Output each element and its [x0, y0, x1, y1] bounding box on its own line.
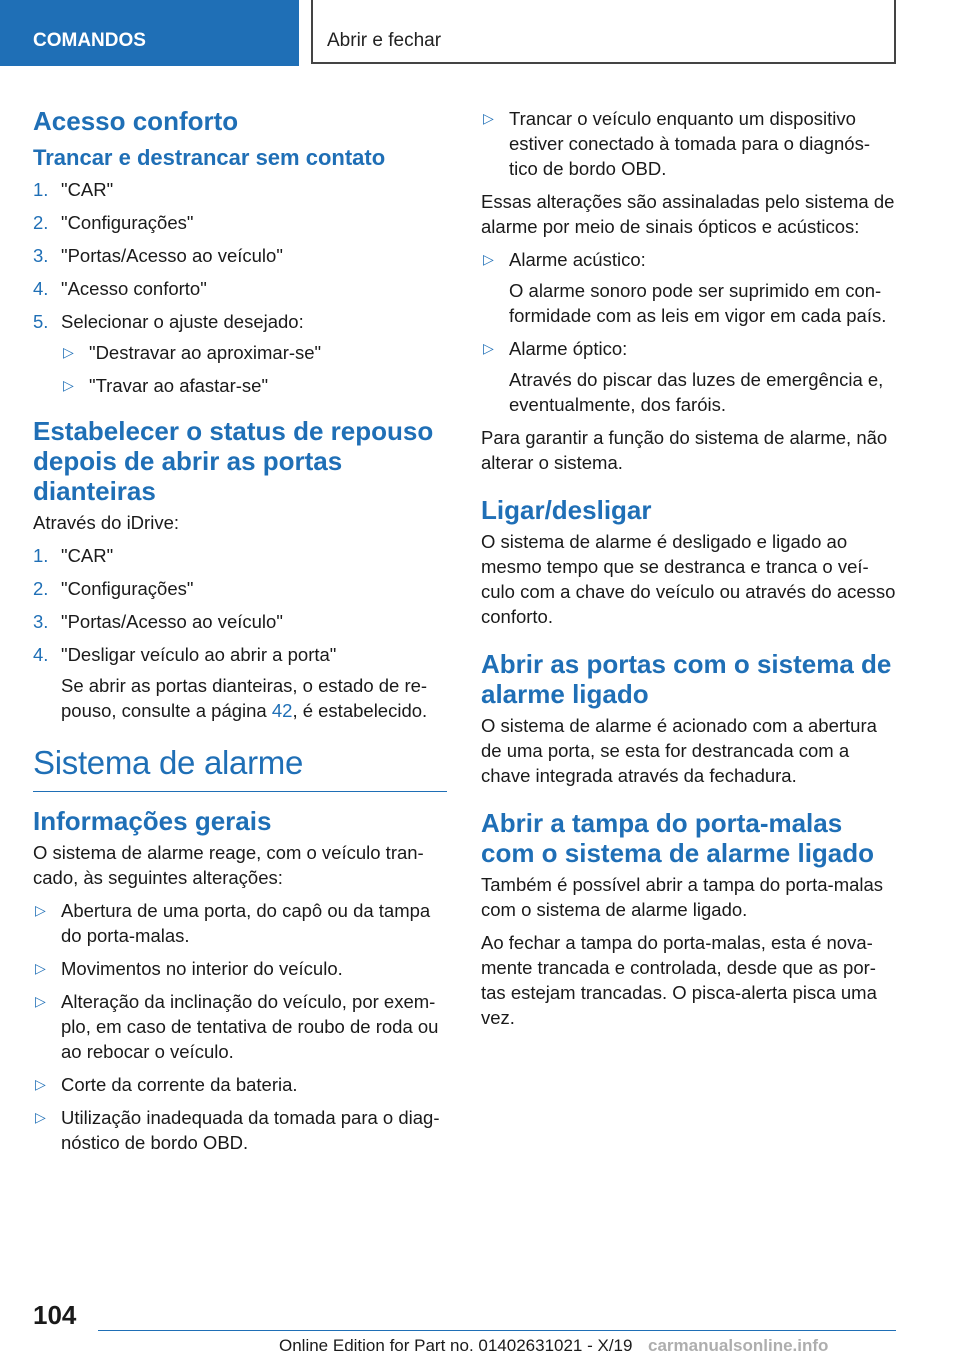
heading-trancar-destrancar: Trancar e destrancar sem contato: [33, 145, 386, 170]
signals-list: [481, 247, 896, 417]
bullet-text: Corte da corrente da bateria.: [61, 1074, 298, 1095]
step-text: Selecionar o ajuste desejado:: [61, 311, 304, 332]
list-item: [33, 177, 447, 202]
heading-abrir-portas: Abrir as portas com o sistema de alarme ligado: [481, 649, 892, 709]
step-text: "CAR": [61, 179, 114, 200]
step-text: "Desligar veículo ao abrir a porta": [61, 644, 337, 665]
bullet-text: Abertura de uma porta, do capô ou da tampa do porta-malas.: [61, 900, 431, 946]
heading-informacoes-gerais: Informações gerais: [33, 806, 272, 836]
list-item: [61, 373, 447, 398]
list-item: [33, 309, 447, 398]
list-item: [61, 340, 447, 365]
triangle-bullet-icon: ▷: [483, 251, 494, 267]
paragraph-tampa-2: Ao fechar a tampa do porta-malas, esta é nova-mente trancada e controlada, desde que as por-tas estejam trancadas. O pisca-alerta pisca uma vez.: [481, 932, 877, 1028]
triangle-bullet-icon: ▷: [483, 110, 494, 126]
triangle-bullet-icon: ▷: [483, 340, 494, 356]
triangle-bullet-icon: ▷: [63, 344, 74, 360]
bullet-text: Movimentos no interior do veículo.: [61, 958, 343, 979]
step-text: "Configurações": [61, 212, 194, 233]
alterations-list: [33, 898, 447, 1155]
heading-abrir-tampa: Abrir a tampa do porta-malas com o sistema de alarme ligado: [481, 808, 875, 868]
bullet-text: Alarme acústico:: [509, 249, 646, 270]
heading-estabelecer-repouso: Estabelecer o status de repouso depois de abrir as portas dianteiras: [33, 416, 434, 506]
step-number: 3.: [33, 611, 49, 632]
list-item: [33, 1105, 447, 1155]
bullet-text: Trancar o veículo enquanto um dispositivo estiver conectado à tomada para o diagnós-tico de bordo OBD.: [509, 108, 870, 179]
list-item: [33, 210, 447, 235]
step-number: 1.: [33, 545, 49, 566]
triangle-bullet-icon: ▷: [35, 1076, 46, 1092]
triangle-bullet-icon: ▷: [63, 377, 74, 393]
triangle-bullet-icon: ▷: [35, 993, 46, 1009]
list-item: [33, 989, 447, 1064]
step-number: 4.: [33, 644, 49, 665]
paragraph-tampa-1: Também é possível abrir a tampa do porta-malas com o sistema de alarme ligado.: [481, 874, 884, 920]
step-text: "Configurações": [61, 578, 194, 599]
list-item: [33, 642, 447, 723]
heading-acesso-conforto: Acesso conforto: [33, 106, 239, 136]
step-number: 1.: [33, 179, 49, 200]
step-note: [61, 673, 447, 723]
step-number: 2.: [33, 212, 49, 233]
right-column: [481, 106, 896, 1038]
page-number: 104: [33, 1300, 77, 1330]
option-text: "Travar ao afastar-se": [89, 375, 269, 396]
step-text: "Portas/Acesso ao veículo": [61, 245, 283, 266]
list-item: [33, 1072, 447, 1097]
chapter-tab[interactable]: COMANDOS: [0, 0, 299, 66]
list-item: [33, 609, 447, 634]
left-column: [33, 98, 447, 1163]
page-reference-link[interactable]: 42: [271, 700, 293, 721]
continued-list: [481, 106, 896, 181]
step-number: 2.: [33, 578, 49, 599]
paragraph-garantir: Para garantir a função do sistema de alarme, não alterar o sistema.: [481, 427, 888, 473]
paragraph-idrive: Através do iDrive:: [33, 512, 179, 533]
step-text: "Portas/Acesso ao veículo": [61, 611, 283, 632]
heading-sistema-alarme: Sistema de alarme: [33, 743, 447, 792]
footer-divider: [98, 1330, 896, 1331]
step-number: 5.: [33, 311, 49, 332]
bullet-text: Alarme óptico:: [509, 338, 628, 359]
list-item: [33, 576, 447, 601]
steps-list-2: [33, 543, 447, 723]
list-item: [33, 956, 447, 981]
bullet-detail: O alarme sonoro pode ser suprimido em con-formidade com as leis em vigor em cada país.: [509, 280, 887, 326]
bullet-text: Utilização inadequada da tomada para o diag-nóstico de bordo OBD.: [61, 1107, 440, 1153]
paragraph-sinais: Essas alterações são assinaladas pelo sistema de alarme por meio de sinais ópticos e acústicos:: [481, 191, 895, 237]
watermark: carmanualsonline.info: [648, 1336, 829, 1355]
step-number: 4.: [33, 278, 49, 299]
list-item: [33, 543, 447, 568]
step-number: 3.: [33, 245, 49, 266]
bullet-detail: Através do piscar das luzes de emergência e, eventualmente, dos faróis.: [509, 369, 884, 415]
triangle-bullet-icon: ▷: [35, 960, 46, 976]
step-text: "Acesso conforto": [61, 278, 207, 299]
list-item: [481, 247, 896, 328]
list-item: [33, 276, 447, 301]
heading-ligar-desligar: Ligar/desligar: [481, 495, 652, 525]
paragraph-abrir-portas: O sistema de alarme é acionado com a abertura de uma porta, se esta for destrancada com a chave integrada através da fechadura.: [481, 715, 877, 786]
footer-edition: Online Edition for Part no. 01402631021 - X/19: [279, 1336, 633, 1355]
triangle-bullet-icon: ▷: [35, 902, 46, 918]
steps-list-1: [33, 177, 447, 398]
note-text: , é estabelecido.: [292, 700, 428, 721]
paragraph-ligar: O sistema de alarme é desligado e ligado ao mesmo tempo que se destranca e tranca o veí-culo com a chave do veículo ou através do acesso conforto.: [481, 531, 896, 627]
page-header: [0, 0, 960, 66]
triangle-bullet-icon: ▷: [35, 1109, 46, 1125]
list-item: [481, 336, 896, 417]
section-title: Abrir e fechar: [311, 0, 896, 64]
bullet-text: Alteração da inclinação do veículo, por exem-plo, em caso de tentativa de roubo de roda ou ao rebocar o veículo.: [61, 991, 439, 1062]
sub-options-list: [61, 340, 447, 398]
step-text: "CAR": [61, 545, 114, 566]
option-text: "Destravar ao aproximar-se": [89, 342, 322, 363]
note-text: Se abrir as portas dianteiras, o estado de re-pouso, consulte a página: [61, 675, 428, 721]
list-item: [33, 243, 447, 268]
list-item: [481, 106, 896, 181]
paragraph-info: O sistema de alarme reage, com o veículo tran-cado, às seguintes alterações:: [33, 842, 424, 888]
list-item: [33, 898, 447, 948]
